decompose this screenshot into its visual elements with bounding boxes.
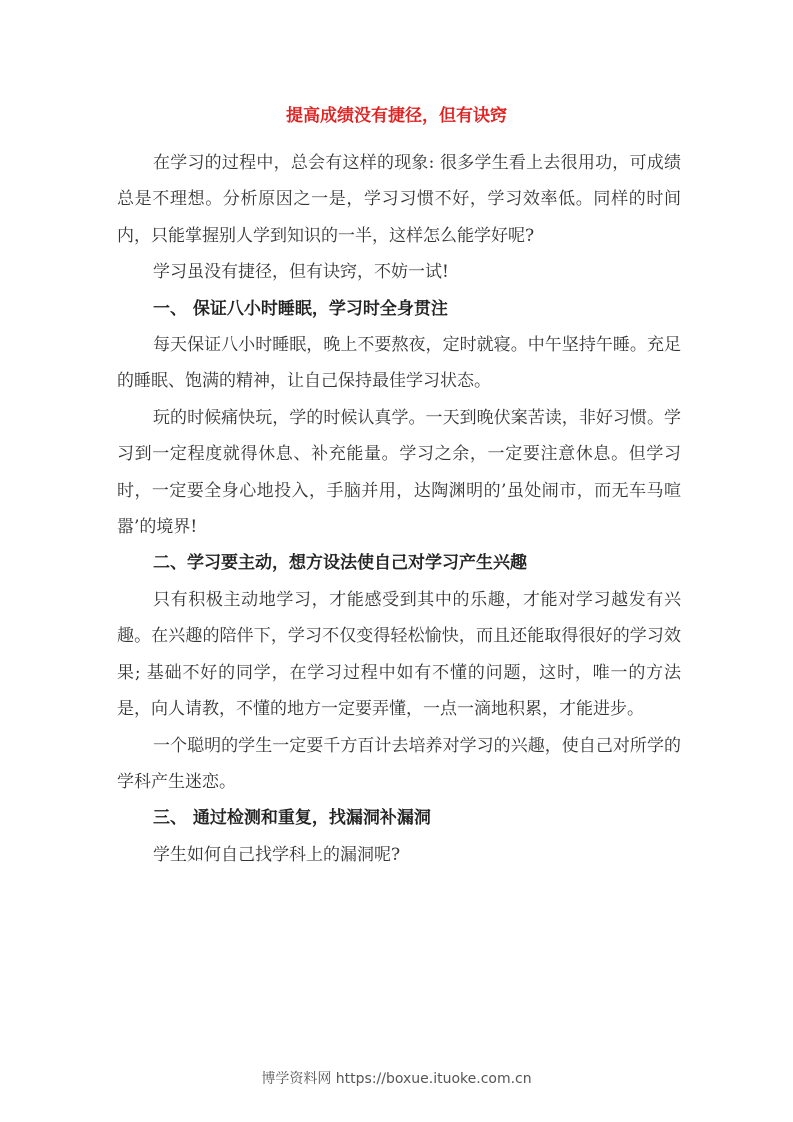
paragraph: 只有积极主动地学习，才能感受到其中的乐趣，才能对学习越发有兴趣。在兴趣的陪伴下，学习不仅变得轻松愉快，而且还能取得很好的学习效果; 基础不好的同学，在学习过程中如有不懂的问题，这时，唯一的方法是，向人请教，不懂的地方一定要弄懂，一点一滴地积累，才能进步。	[117, 589, 681, 720]
section-heading-1: 一、 保证八小时睡眠，学习时全身贯注	[153, 298, 448, 319]
document-body	[117, 145, 681, 873]
paragraph-intro: 在学习的过程中，总会有这样的现象: 很多学生看上去很用功，可成绩总是不理想。分析原因之一是，学习习惯不好，学习效率低。同样的时间内，只能掌握别人学到知识的一半，这样怎么能学好呢?	[117, 153, 681, 246]
document-title: 提高成绩没有捷径，但有诀窍	[286, 106, 507, 126]
section-heading-2: 二、学习要主动，想方设法使自己对学习产生兴趣	[153, 553, 527, 574]
page-footer-watermark: 博学资料网 https://boxue.ituoke.com.cn	[261, 1071, 532, 1087]
paragraph-tip: 学习虽没有捷径，但有诀窍，不妨一试!	[153, 262, 449, 283]
paragraph: 学生如何自己找学科上的漏洞呢?	[153, 844, 401, 865]
section-heading-3: 三、 通过检测和重复，找漏洞补漏洞	[153, 808, 431, 829]
paragraph: 玩的时候痛快玩，学的时候认真学。一天到晚伏案苦读，非好习惯。学习到一定程度就得休息、补充能量。学习之余，一定要注意休息。但学习时，一定要全身心地投入，手脑并用，达陶渊明的’虽处闹市，而无车马喧嚣’的境界!	[117, 407, 681, 538]
paragraph: 每天保证八小时睡眠，晚上不要熬夜，定时就寝。中午坚持午睡。充足的睡眠、饱满的精神，让自己保持最佳学习状态。	[117, 335, 681, 392]
paragraph: 一个聪明的学生一定要千方百计去培养对学习的兴趣，使自己对所学的学科产生迷恋。	[117, 735, 681, 792]
